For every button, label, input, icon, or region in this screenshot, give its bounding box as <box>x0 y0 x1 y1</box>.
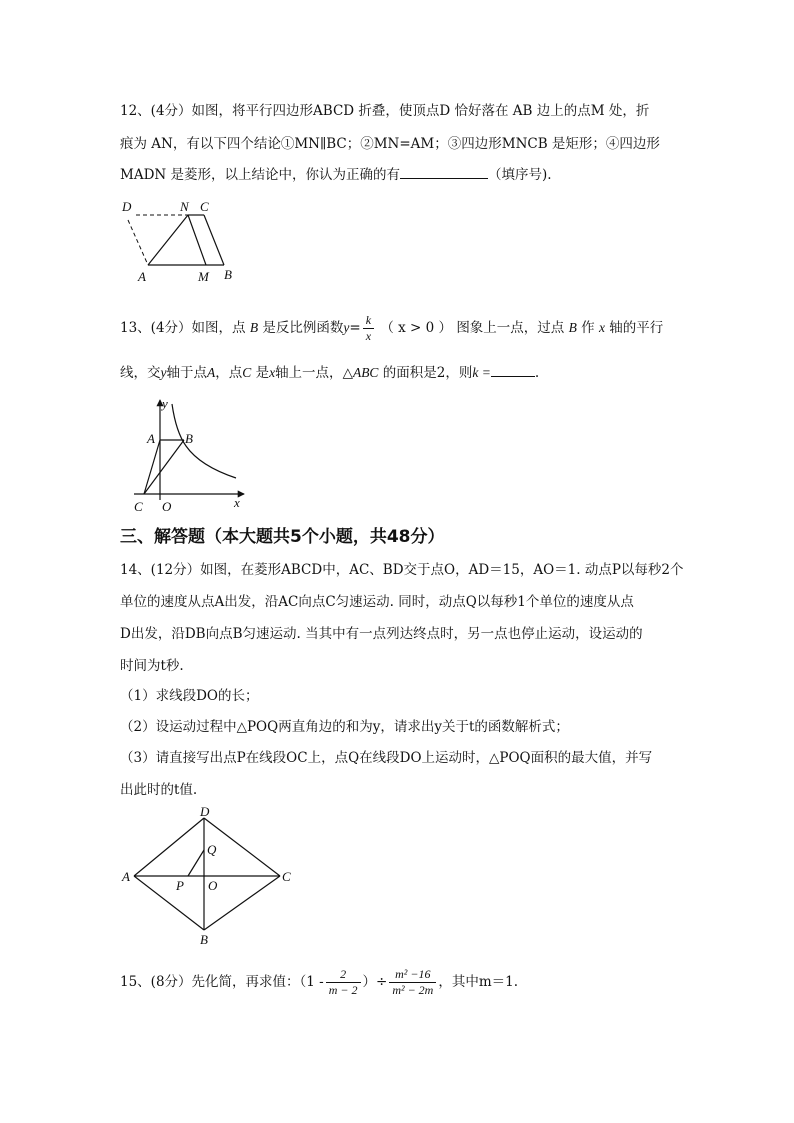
q13-fig-label-B: B <box>185 431 193 446</box>
q12-label-A: A <box>138 269 146 284</box>
q15-fraction-2 <box>389 967 436 998</box>
q13-fig-label-C: C <box>134 499 143 514</box>
q14-segment-PQ <box>188 850 204 876</box>
q13-l2-b: 轴于点 <box>166 365 207 381</box>
q12-label-C: C <box>200 199 209 214</box>
q13-frac-num: k <box>363 313 374 329</box>
q14-label-C: C <box>282 869 291 884</box>
q13-point-C: C <box>242 365 252 380</box>
q13-answer-blank[interactable] <box>491 362 535 377</box>
q13-fig-label-y: y <box>162 396 168 411</box>
q13-l2-d: 是 <box>255 365 270 381</box>
q13-fraction-k-over-x <box>363 313 374 344</box>
q13-point-B-2: B <box>568 320 577 335</box>
q13-l2-f: 的面积是2，则 <box>382 365 473 381</box>
q12-edge-DA-dashed <box>128 220 148 265</box>
q15-f1-den: m − 2 <box>328 983 358 997</box>
q13-text-d: 作 <box>581 320 595 336</box>
q14-line-1: 14、(12分）如图，在菱形ABCD中，AC、BD交于点O，AD＝15，AO＝1. 动点P以每秒2个 <box>120 562 684 578</box>
q15-f2-num: m² −16 <box>389 967 436 983</box>
q15-f2-den: m² − 2m <box>392 983 434 997</box>
q14-rhombus-figure <box>118 806 298 946</box>
q12-line-2: 痕为 AN，有以下四个结论①MN∥BC；②MN=AM；③四边形MNCB 是矩形；④四边形 <box>120 136 660 152</box>
q13-point-A: A <box>207 365 216 380</box>
q13-var-y: y <box>343 320 350 335</box>
q12-label-B: B <box>224 267 232 282</box>
q15-f1-num: 2 <box>326 967 361 983</box>
q13-segment-CB <box>144 440 184 494</box>
section-heading: 三、解答题（本大题共5个小题，共48分） <box>120 527 445 547</box>
q15-text-c: ，其中m＝1. <box>438 974 519 990</box>
q13-l2-c: ，点 <box>215 365 243 381</box>
q13-frac-den: x <box>365 329 372 343</box>
q13-axis-x-2: x <box>269 365 276 380</box>
q15-fraction-1 <box>326 967 361 998</box>
q13-point-B: B <box>249 320 259 335</box>
q13-fig-label-A: A <box>147 431 155 446</box>
q13-line-2 <box>120 362 539 383</box>
q13-line-1 <box>120 310 663 346</box>
q13-text-b: 是反比例函数 <box>262 320 344 336</box>
q13-fig-label-x: x <box>234 495 240 510</box>
q12-line-3-end: （填序号). <box>488 167 552 183</box>
q12-line-3-text: MADN 是菱形，以上结论中，你认为正确的有 <box>120 167 400 183</box>
q13-l2-g: . <box>534 365 540 381</box>
q14-part-1: （1）求线段DO的长； <box>120 688 259 704</box>
q14-label-O: O <box>208 878 218 893</box>
q14-part-3: （3）请直接写出点P在线段OC上，点Q在线段DO上运动时，△POQ面积的最大值，并写 <box>120 750 653 766</box>
q13-fig-label-O: O <box>162 499 172 514</box>
q13-hyperbola-curve <box>172 404 236 478</box>
q14-line-3: D出发，沿DB向点B匀速运动. 当其中有一点列达终点时，另一点也停止运动，设运动的 <box>120 626 643 642</box>
q14-part-2: （2）设运动过程中△POQ两直角边的和为y，请求出y关于t的函数解析式； <box>120 719 569 735</box>
q13-axis-y: y <box>160 365 167 380</box>
q13-text-a: 13、(4分）如图，点 <box>120 320 246 336</box>
q13-l2-e: 轴上一点， <box>275 365 343 381</box>
q13-triangle-abc: △ABC <box>342 365 379 380</box>
q12-line-3 <box>120 164 552 185</box>
q12-label-M: M <box>198 269 209 284</box>
q13-l2-a: 线，交 <box>120 365 161 381</box>
q13-axis-x: x <box>598 320 605 335</box>
q12-label-N: N <box>180 199 189 214</box>
q13-condition: （ x > 0 ） <box>380 320 453 336</box>
q14-label-D: D <box>200 804 210 819</box>
q14-line-2: 单位的速度从点A出发，沿AC向点C匀速运动. 同时，动点Q以每秒1个单位的速度从点 <box>120 594 634 610</box>
q14-part-3-cont: 出此时的t值. <box>120 782 198 798</box>
q12-parallelogram-figure <box>118 198 248 288</box>
q13-text-e: 轴的平行 <box>609 320 664 336</box>
q14-label-B: B <box>200 932 208 947</box>
q12-answer-blank[interactable] <box>400 164 488 179</box>
q13-text-c: 图象上一点，过点 <box>456 320 565 336</box>
q15-text-b: ）÷ <box>362 974 388 990</box>
q15-line <box>120 962 518 1002</box>
q12-line-1: 12、(4分）如图，将平行四边形ABCD 折叠，使顶点D 恰好落在 AB 边上的点M 处，折 <box>120 103 650 119</box>
q12-edge-CB <box>204 215 224 265</box>
q14-label-P: P <box>176 878 184 893</box>
q14-label-Q: Q <box>207 842 217 857</box>
q15-text-a: 15、(8分）先化简，再求值：（1 - <box>120 974 324 990</box>
q12-edge-NM <box>188 215 206 265</box>
q13-eq: = <box>349 320 361 336</box>
q14-line-4: 时间为t秒. <box>120 658 184 674</box>
q12-label-D: D <box>122 199 132 214</box>
q12-edge-AN <box>148 215 188 265</box>
q14-label-A: A <box>122 869 130 884</box>
q13-k-eq: k = <box>472 365 491 380</box>
q13-graph-figure <box>130 396 250 516</box>
q13-segment-CA <box>144 440 160 494</box>
q14-edge-BA <box>134 876 204 930</box>
